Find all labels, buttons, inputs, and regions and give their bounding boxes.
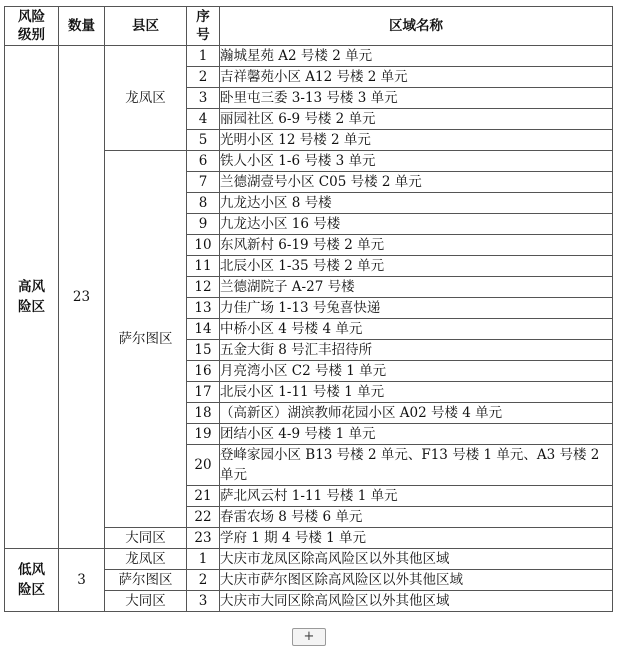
seq-cell-text: 4 <box>198 111 208 127</box>
area-cell-text: 北辰小区 1-11 号楼 1 单元 <box>220 384 385 400</box>
area-cell <box>220 403 613 424</box>
area-cell-text: 丽园社区 6-9 号楼 2 单元 <box>220 111 376 127</box>
table-row <box>5 549 613 570</box>
area-cell-text: 九龙达小区 16 号楼 <box>220 216 341 232</box>
table-row <box>5 46 613 67</box>
seq-cell <box>187 361 220 382</box>
seq-cell <box>187 151 220 172</box>
area-cell <box>220 486 613 507</box>
area-cell-text: 团结小区 4-9 号楼 1 单元 <box>220 426 376 442</box>
seq-cell-text: 21 <box>194 488 212 504</box>
count-low-text: 3 <box>77 572 86 588</box>
seq-cell-text: 7 <box>198 174 208 190</box>
seq-cell-text: 10 <box>194 237 212 253</box>
area-cell <box>220 591 613 612</box>
area-cell-text: 卧里屯三委 3-13 号楼 3 单元 <box>220 90 398 106</box>
area-cell-text: 兰德湖壹号小区 C05 号楼 2 单元 <box>220 174 422 190</box>
seq-cell <box>187 172 220 193</box>
header-level: 风险 级别 <box>5 7 59 46</box>
area-cell-text: 北辰小区 1-35 号楼 2 单元 <box>220 258 385 274</box>
seq-cell <box>187 277 220 298</box>
area-cell-text: 铁人小区 1-6 号楼 3 单元 <box>220 153 376 169</box>
seq-cell-text: 9 <box>198 216 208 232</box>
area-cell <box>220 361 613 382</box>
header-area: 区域名称 <box>220 7 613 46</box>
seq-cell-text: 18 <box>194 405 212 421</box>
area-cell <box>220 151 613 172</box>
area-cell <box>220 109 613 130</box>
area-cell-text: 大庆市龙凤区除高风险区以外其他区域 <box>220 551 450 567</box>
area-cell-text: 吉祥馨苑小区 A12 号楼 2 单元 <box>220 69 408 85</box>
seq-cell <box>187 88 220 109</box>
seq-cell-text: 20 <box>194 457 212 473</box>
area-cell <box>220 88 613 109</box>
seq-cell <box>187 424 220 445</box>
count-high <box>59 46 105 549</box>
seq-cell-text: 22 <box>194 509 212 525</box>
seq-cell-text: 6 <box>198 153 208 169</box>
area-cell-text: 五金大街 8 号汇丰招待所 <box>220 342 373 358</box>
area-cell <box>220 319 613 340</box>
count-low <box>59 549 105 612</box>
area-cell <box>220 507 613 528</box>
seq-cell <box>187 403 220 424</box>
area-cell-text: 学府 1 期 4 号楼 1 单元 <box>220 530 367 546</box>
district-cell-text: 龙凤区 <box>125 90 166 106</box>
header-district: 县区 <box>105 7 187 46</box>
district-cell-text: 大同区 <box>125 530 166 546</box>
area-cell-text: 兰德湖院子 A-27 号楼 <box>220 279 355 295</box>
seq-cell <box>187 382 220 403</box>
district-cell-text: 大同区 <box>125 593 166 609</box>
header-row <box>5 7 613 46</box>
risk-level-high-text: 高风 险区 <box>18 279 45 315</box>
seq-cell <box>187 193 220 214</box>
seq-cell-text: 5 <box>198 132 208 148</box>
area-cell <box>220 277 613 298</box>
header-seq: 序 号 <box>187 7 220 46</box>
risk-level-low <box>5 549 59 612</box>
seq-cell <box>187 591 220 612</box>
seq-cell <box>187 298 220 319</box>
seq-cell <box>187 109 220 130</box>
area-cell <box>220 340 613 361</box>
seq-cell-text: 12 <box>194 279 212 295</box>
district-cell <box>105 151 187 528</box>
seq-cell-text: 11 <box>194 258 212 274</box>
seq-cell <box>187 507 220 528</box>
area-cell <box>220 445 613 486</box>
area-cell-text: 瀚城星苑 A2 号楼 2 单元 <box>220 48 373 64</box>
seq-cell-text: 23 <box>194 530 212 546</box>
seq-cell-text: 16 <box>194 363 212 379</box>
district-cell <box>105 570 187 591</box>
seq-cell <box>187 486 220 507</box>
seq-cell <box>187 46 220 67</box>
risk-level-high <box>5 46 59 549</box>
seq-cell <box>187 340 220 361</box>
district-cell <box>105 528 187 549</box>
area-cell <box>220 67 613 88</box>
seq-cell-text: 2 <box>198 69 208 85</box>
seq-cell <box>187 570 220 591</box>
area-cell <box>220 172 613 193</box>
area-cell <box>220 214 613 235</box>
seq-cell-text: 13 <box>194 300 212 316</box>
add-row-button[interactable]: + <box>292 628 326 646</box>
seq-cell-text: 17 <box>194 384 212 400</box>
area-cell <box>220 528 613 549</box>
seq-cell <box>187 235 220 256</box>
area-cell-text: 力佳广场 1-13 号兔喜快递 <box>220 300 381 316</box>
seq-cell <box>187 549 220 570</box>
district-cell <box>105 46 187 151</box>
area-cell-text: 光明小区 12 号楼 2 单元 <box>220 132 371 148</box>
district-cell-text: 龙凤区 <box>125 551 166 567</box>
district-cell <box>105 591 187 612</box>
area-cell-text: 中桥小区 4 号楼 4 单元 <box>220 321 363 337</box>
area-cell-text: 东风新村 6-19 号楼 2 单元 <box>220 237 385 253</box>
area-cell <box>220 549 613 570</box>
seq-cell-text: 19 <box>194 426 212 442</box>
seq-cell-text: 2 <box>198 572 208 588</box>
seq-cell <box>187 445 220 486</box>
seq-cell <box>187 214 220 235</box>
seq-cell-text: 14 <box>194 321 212 337</box>
area-cell-text: 大庆市萨尔图区除高风险区以外其他区域 <box>220 572 463 588</box>
seq-cell-text: 3 <box>198 90 208 106</box>
risk-area-table <box>4 6 613 612</box>
area-cell <box>220 424 613 445</box>
seq-cell-text: 15 <box>194 342 212 358</box>
area-cell <box>220 382 613 403</box>
area-cell-text: 春雷农场 8 号楼 6 单元 <box>220 509 363 525</box>
area-cell <box>220 298 613 319</box>
seq-cell <box>187 319 220 340</box>
count-high-text: 23 <box>72 289 91 305</box>
area-cell <box>220 256 613 277</box>
header-count: 数量 <box>59 7 105 46</box>
seq-cell <box>187 528 220 549</box>
area-cell <box>220 235 613 256</box>
seq-cell <box>187 67 220 88</box>
area-cell-text: 月亮湾小区 C2 号楼 1 单元 <box>220 363 387 379</box>
risk-level-low-text: 低风 险区 <box>18 562 45 598</box>
area-cell <box>220 570 613 591</box>
area-cell-text: 萨北风云村 1-11 号楼 1 单元 <box>220 488 398 504</box>
seq-cell-text: 1 <box>198 551 208 567</box>
seq-cell <box>187 256 220 277</box>
seq-cell-text: 1 <box>198 48 208 64</box>
area-cell <box>220 193 613 214</box>
seq-cell-text: 8 <box>198 195 208 211</box>
area-cell-text: 九龙达小区 8 号楼 <box>220 195 332 211</box>
area-cell <box>220 46 613 67</box>
district-cell-text: 萨尔图区 <box>118 572 173 588</box>
district-cell <box>105 549 187 570</box>
area-cell <box>220 130 613 151</box>
district-cell-text: 萨尔图区 <box>118 331 173 347</box>
seq-cell <box>187 130 220 151</box>
area-cell-text: （高新区）湖滨教师花园小区 A02 号楼 4 单元 <box>220 405 503 421</box>
seq-cell-text: 3 <box>198 593 208 609</box>
area-cell-text: 大庆市大同区除高风险区以外其他区域 <box>220 593 450 609</box>
area-cell-text: 登峰家园小区 B13 号楼 2 单元、F13 号楼 1 单元、A3 号楼 2 单元 <box>220 447 600 483</box>
